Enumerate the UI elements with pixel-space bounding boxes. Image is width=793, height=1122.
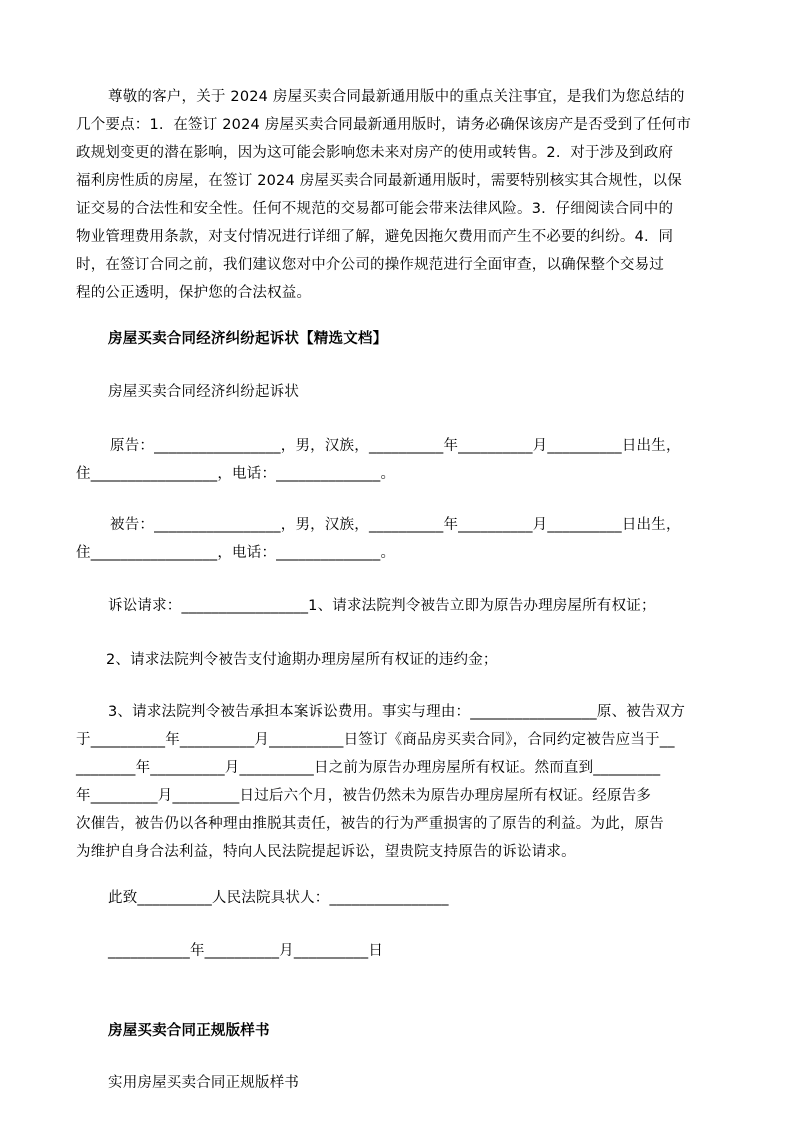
intro-line-6: 物业管理费用条款，对支付情况进行详细了解，避免因拖欠费用而产生不必要的纠纷。4. 同 [76,229,674,245]
facts-line-4: 年_________月_________日过后六个月，被告仍然未为原告办理房屋所有权证。经原告多 [76,788,652,804]
intro-line-5: 证交易的合法性和安全性。任何不规范的交易都可能会带来法律风险。3. 仔细阅读合同中的 [76,201,674,217]
facts-line-1: 3、请求法院判令被告承担本案诉讼费用。事实与理由：_________________原、被告双方 [108,704,686,720]
section2-subtitle: 实用房屋买卖合同正规版样书 [108,1075,300,1091]
plaintiff-line-2: 住_________________，电话：______________。 [76,466,396,482]
defendant-line-1: 被告：_________________，男，汉族，__________年__________月__________日出生， [110,517,681,533]
intro-line-4: 福利房性质的房屋，在签订 2024 房屋买卖合同最新通用版时，需要特别核实其合规性，以保 [76,173,682,189]
date-line: ___________年__________月__________日 [108,943,384,959]
intro-line-8: 程的公正透明，保护您的合法权益。 [76,285,312,301]
intro-line-3: 政规划变更的潜在影响，因为这可能会影响您未来对房产的使用或转售。2. 对于涉及到政府 [76,145,674,161]
section1-subtitle: 房屋买卖合同经济纠纷起诉状 [108,384,300,400]
claim-line-1: 诉讼请求：_________________1、请求法院判令被告立即为原告办理房屋所有权证； [108,598,656,614]
section1-heading: 房屋买卖合同经济纠纷起诉状【精选文档】 [108,331,388,347]
claim-line-2: 2、请求法院判令被告支付逾期办理房屋所有权证的违约金； [106,652,498,668]
plaintiff-line-1: 原告：_________________，男，汉族，__________年__________月__________日出生， [110,438,681,454]
facts-line-3: ________年__________月__________日之前为原告办理房屋所有权证。然而直到_________ [76,760,661,776]
facts-line-2: 于__________年__________月__________日签订《商品房买卖合同》，合同约定被告应当于__ [76,732,675,748]
intro-line-2: 几个要点：1. 在签订 2024 房屋买卖合同最新通用版时，请务必确保该房产是否受到了任何市 [76,117,692,133]
intro-line-1: 尊敬的客户，关于 2024 房屋买卖合同最新通用版中的重点关注事宜，是我们为您总结的 [108,89,685,105]
facts-line-6: 为维护自身合法利益，特向人民法院提起诉讼，望贵院支持原告的诉讼请求。 [76,844,576,860]
section2-heading: 房屋买卖合同正规版样书 [108,1023,270,1039]
defendant-line-2: 住_________________，电话：______________。 [76,545,396,561]
intro-line-7: 时，在签订合同之前，我们建议您对中介公司的操作规范进行全面审查，以确保整个交易过 [76,257,664,273]
facts-line-5: 次催告，被告仍以各种理由推脱其责任，被告的行为严重损害的了原告的利益。为此，原告 [76,816,664,832]
closing-line: 此致__________人民法院具状人：________________ [108,890,449,906]
